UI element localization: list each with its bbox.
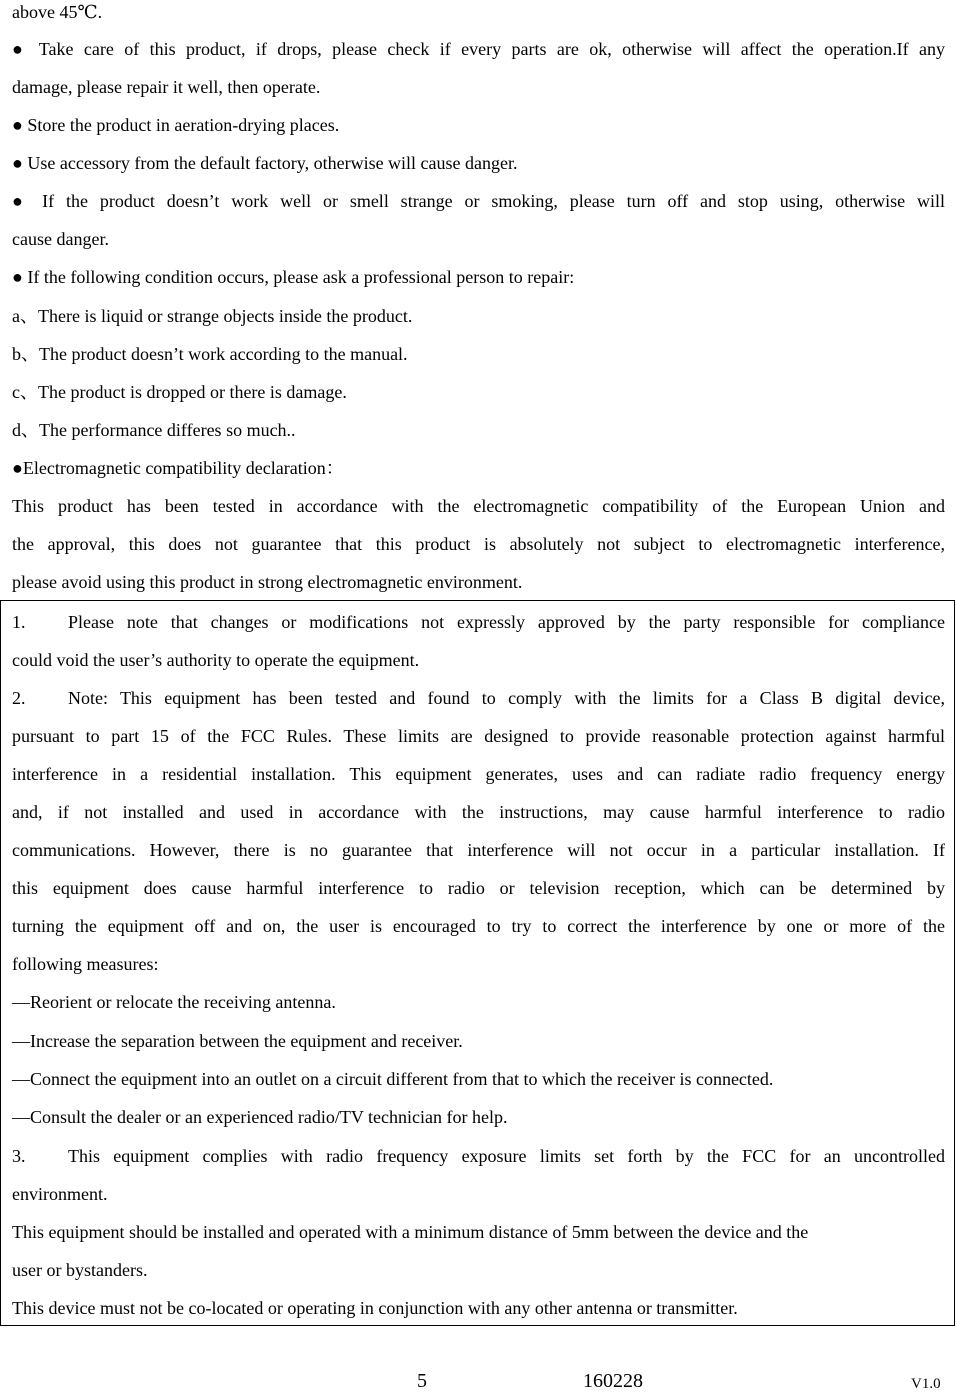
document-date: 160228 [583, 1370, 643, 1392]
text-line: ● Use accessory from the default factory, otherwise will cause danger. [12, 153, 518, 173]
fcc-item-1 [12, 603, 945, 641]
measure-item: —Connect the equipment into an outlet on a circuit different from that to which the receiver is connected. [12, 1069, 774, 1089]
measure-item: —Reorient or relocate the receiving antenna. [12, 992, 336, 1012]
measure-item: —Consult the dealer or an experienced radio/TV technician for help. [12, 1107, 508, 1127]
measure-item: —Increase the separation between the equipment and receiver. [12, 1031, 463, 1051]
text-line: pursuant to part 15 of the FCC Rules. These limits are designed to provide reasonable protection against harmful [12, 726, 945, 746]
text-line: this equipment does cause harmful interference to radio or television reception, which can be determined by [12, 878, 945, 898]
text-line: following measures: [12, 954, 159, 974]
item-number: 1. [12, 612, 26, 632]
fcc-item-3 [12, 1137, 945, 1175]
version-label: V1.0 [911, 1376, 941, 1392]
fcc-item-2 [12, 679, 945, 717]
text-line: could void the user’s authority to operate the equipment. [12, 650, 420, 670]
text-line: turning the equipment off and on, the user is encouraged to try to correct the interference by one or more of the [12, 916, 945, 936]
text-line: environment. [12, 1184, 108, 1204]
text-line: communications. However, there is no guarantee that interference will not occur in a particular installation. If [12, 840, 945, 860]
list-item-d: d、The performance differes so much.. [12, 420, 296, 440]
text-line: ● If the following condition occurs, please ask a professional person to repair: [12, 267, 575, 287]
text-line: This product has been tested in accordance with the electromagnetic compatibility of the European Union and [12, 496, 945, 516]
text-line: ● Store the product in aeration-drying places. [12, 115, 340, 135]
text-line: the approval, this does not guarantee that this product is absolutely not subject to electromagnetic interference, [12, 534, 945, 554]
list-item-b: b、The product doesn’t work according to the manual. [12, 344, 408, 364]
text-line: above 45℃. [12, 2, 103, 22]
text-line: Please note that changes or modifications not expressly approved by the party responsible for compliance [68, 612, 945, 632]
text-line: This device must not be co-located or operating in conjunction with any other antenna or transmitter. [12, 1298, 738, 1318]
text-line: ● Take care of this product, if drops, please check if every parts are ok, otherwise will affect the operation.If any [12, 39, 945, 59]
text-line: damage, please repair it well, then operate. [12, 77, 321, 97]
text-line: ● If the product doesn’t work well or smell strange or smoking, please turn off and stop using, otherwise will [12, 191, 945, 211]
page-number: 5 [417, 1370, 427, 1392]
text-line: This equipment complies with radio frequency exposure limits set forth by the FCC for an uncontrolled [68, 1146, 945, 1166]
text-line: cause danger. [12, 229, 109, 249]
item-number: 2. [12, 688, 26, 708]
text-line: Note: This equipment has been tested and found to comply with the limits for a Class B digital device, [68, 688, 945, 708]
list-item-a: a、There is liquid or strange objects inside the product. [12, 306, 413, 326]
text-line: please avoid using this product in strong electromagnetic environment. [12, 572, 523, 592]
section-heading: ●Electromagnetic compatibility declaration： [12, 458, 344, 478]
text-line: This equipment should be installed and operated with a minimum distance of 5mm between the device and the [12, 1222, 809, 1242]
text-line: interference in a residential installation. This equipment generates, uses and can radiate radio frequency energy [12, 764, 945, 784]
list-item-c: c、The product is dropped or there is damage. [12, 382, 347, 402]
item-number: 3. [12, 1146, 26, 1166]
text-line: and, if not installed and used in accordance with the instructions, may cause harmful interference to radio [12, 802, 945, 822]
text-line: user or bystanders. [12, 1260, 148, 1280]
